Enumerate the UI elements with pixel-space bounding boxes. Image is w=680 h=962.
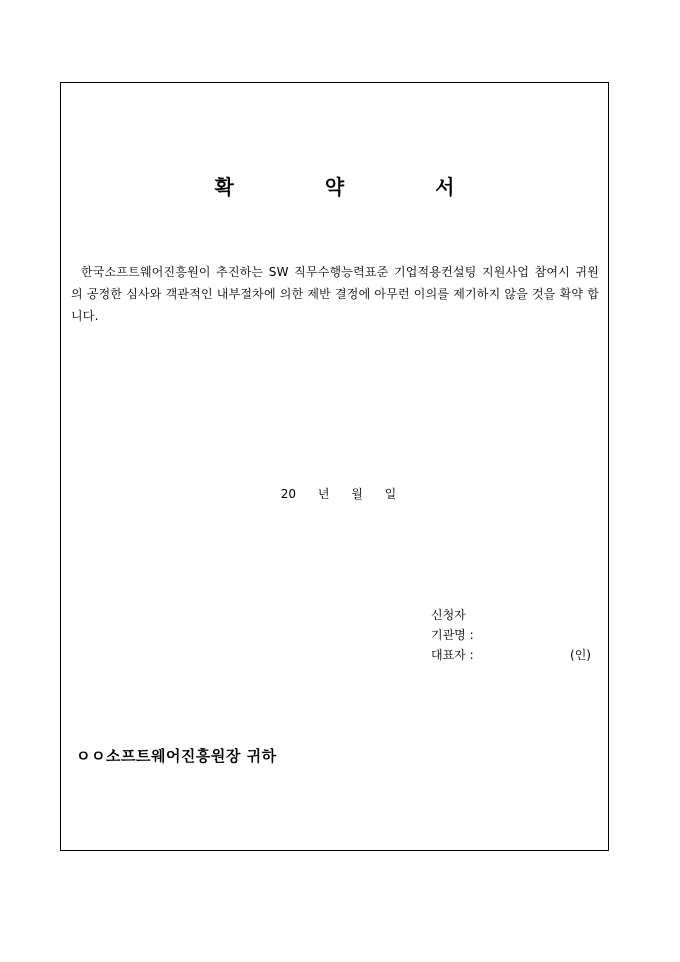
seal-mark: (인): [570, 648, 591, 662]
addressee-line: ㅇㅇ소프트웨어진흥원장 귀하: [76, 747, 277, 765]
representative-row: [431, 645, 591, 665]
date-line: 20 년 월 일: [280, 487, 397, 501]
representative-label: 대표자 :: [431, 648, 474, 662]
signer-block: [431, 605, 591, 665]
document-title: 확 약 서: [214, 175, 497, 199]
applicant-label: 신청자: [431, 608, 466, 622]
organization-row: [431, 625, 591, 645]
applicant-row: [431, 605, 591, 625]
document-frame: [60, 82, 609, 851]
organization-label: 기관명 :: [431, 628, 474, 642]
pledge-body-text: 한국소프트웨어진흥원이 추진하는 SW 직무수행능력표준 기업적용컨설팅 지원사업 참여시 귀원의 공정한 심사와 객관적인 내부절차에 의한 제반 결정에 아무런 이의를 제기하지 않을 것을 확약 합니다.: [71, 265, 599, 323]
